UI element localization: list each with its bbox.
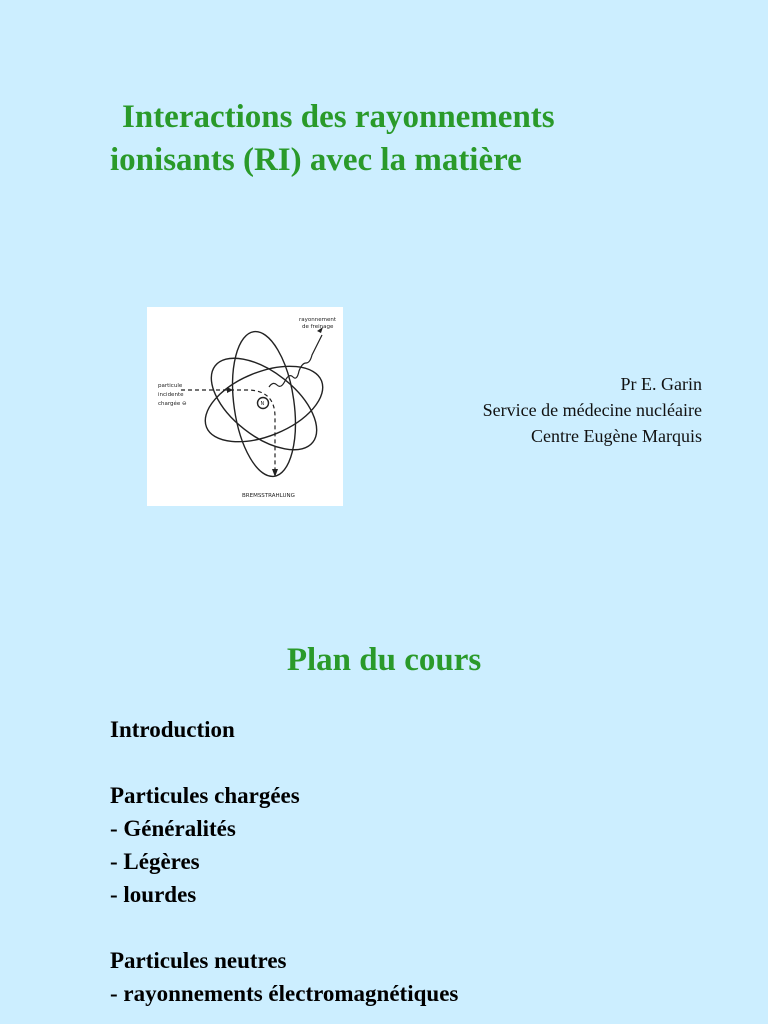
title-line-1: Interactions des rayonnements <box>122 99 555 135</box>
course-outline <box>110 713 750 1010</box>
outline-item: - Légères <box>110 849 200 874</box>
outline-item: Particules neutres <box>110 948 287 973</box>
label-nucleus: N <box>260 401 265 407</box>
outline-spacer <box>110 911 750 944</box>
slide-title <box>110 96 730 182</box>
author-block <box>483 371 702 449</box>
bremsstrahlung-diagram <box>147 307 343 506</box>
label-bremsstrahlung: BREMSSTRAHLUNG <box>242 493 295 499</box>
outline-item: Particules chargées <box>110 783 300 808</box>
outline-item: - rayonnements électromagnétiques <box>110 981 459 1006</box>
label-rayonnement: rayonnement <box>299 317 336 323</box>
outline-item: Introduction <box>110 717 235 742</box>
author-department: Service de médecine nucléaire <box>482 400 702 420</box>
author-name: Pr E. Garin <box>620 374 702 394</box>
title-line-2: ionisants (RI) avec la matière <box>110 142 522 178</box>
outline-spacer <box>110 746 750 779</box>
photon-wave <box>269 335 322 387</box>
label-incidente: incidente <box>158 392 184 398</box>
label-freinage: de freinage <box>302 324 334 330</box>
author-institution: Centre Eugène Marquis <box>531 426 702 446</box>
outline-item: - Généralités <box>110 816 236 841</box>
label-particule: particule <box>158 383 183 389</box>
plan-title: Plan du cours <box>286 642 482 678</box>
outline-item: - lourdes <box>110 882 197 907</box>
label-chargee: chargée ⊖ <box>158 401 187 407</box>
